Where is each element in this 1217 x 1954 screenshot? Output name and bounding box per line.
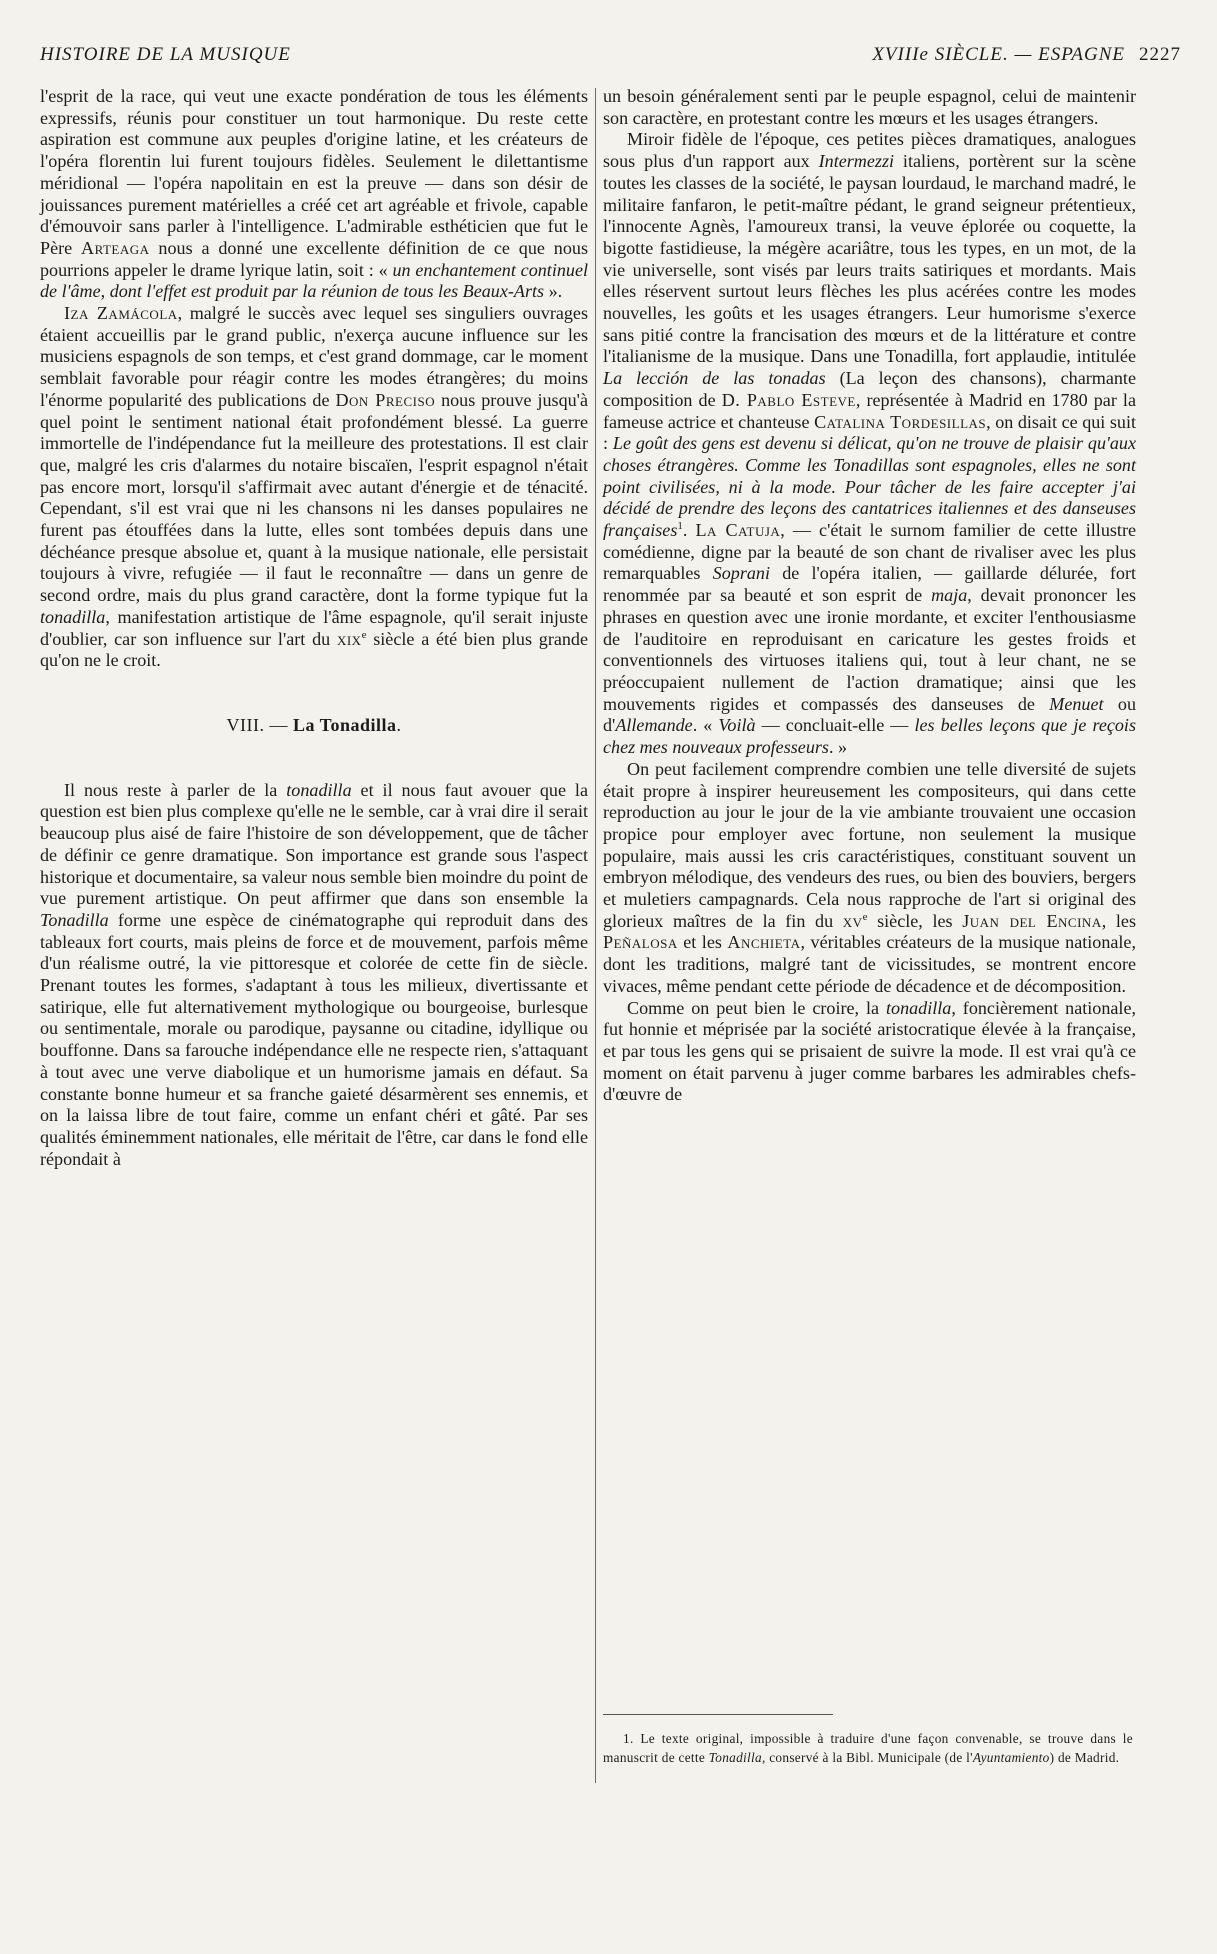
right-column bbox=[603, 86, 1136, 1106]
footnote: 1. Le texte original, impossible à traduire d'une façon convenable, se trouve dans le manuscrit de cette Tonadilla, conservé à la Bibl. Municipale (de l'Ayuntamiento) de Madrid. bbox=[603, 1731, 1133, 1765]
person-name: D. Pablo Esteve bbox=[721, 389, 856, 410]
running-header bbox=[40, 44, 1181, 74]
quotation: Le goût des gens est devenu si délicat, qu'on ne trouve de plaisir qu'aux choses étrangères. Comme les Tonadillas sont espagnoles, elles ne sont point civilisées, ni à la mode. Pour tâcher de les faire accepter j'ai décidé de prendre des leçons des cantatrices italiennes et des danseuses françaises bbox=[603, 433, 1136, 541]
paragraph: un besoin généralement senti par le peuple espagnol, celui de maintenir son caractère, en protestant contre les mœurs et les usages étrangers. bbox=[603, 86, 1136, 128]
person-name: Don Preciso bbox=[335, 389, 436, 410]
paragraph: Miroir fidèle de l'époque, ces petites pièces dramatiques, analogues sous plus d'un rapport aux Intermezzi italiens, portèrent sur la scène toutes les classes de la société, le paysan lourdaud, le marchand madré, le militaire fanfaron, le petit-maître pédant, le grand seigneur prétentieux, l'innocente Agnès, l'amoureux transi, la veuve éplorée ou coquette, la bigotte fastidieuse, la mégère acariâtre, tous les types, en un mot, de la vie universelle, sont visés par leurs traits satiriques et mordants. Mais elles réservent surtout leurs flèches les plus acérées contre les modes nouvelles, les goûts et les usages étrangers. Leur humorisme s'exerce sans pitié contre la francisation des mœurs et de la littérature et contre l'italianisme de la musique. Dans une Tonadilla, fort applaudie, intitulée La lección de las tonadas (La leçon des chansons), charmante composition de D. Pablo Esteve, représentée à Madrid en 1780 par la fameuse actrice et chanteuse Catalina Tordesillas, on disait ce qui suit : Le goût des gens est devenu si délicat, qu'on ne trouve de plaisir qu'aux choses étrangères. Comme les Tonadillas sont espagnoles, elles ne sont point civilisées, ni à la mode. Pour tâcher de les faire accepter j'ai décidé de prendre des leçons des cantatrices italiennes et des danseuses françaises$^1$. La Catuja, — c'était le surnom familier de cette illustre comédienne, digne par la beauté de son chant de rivaliser avec les plus remarquables Soprani de l'opéra italien, — gaillarde délurée, fort renommée par sa beauté et son esprit de maja, devait prononcer les phrases en question avec une ironie mordante, et exciter l'enthousiasme de l'auditoire en reproduisant en caricature les gestes froids et conventionnels des virtuoses italiens qui, tout à leur chant, ne se préoccupaient nullement de l'action dramatique; ainsi que les mouvements rigides et compassés des danseuses de Menuet ou d'Allemande. « Voilà — concluait-elle — les belles leçons que je reçois chez mes nouveaux professeurs. » bbox=[603, 129, 1137, 758]
quotation: un enchantement continuel de l'âme, dont l'effet est produit par la réunion de tous les Beaux-Arts bbox=[40, 259, 589, 302]
paragraph: On peut facilement comprendre combien une telle diversité de sujets était propre à inspirer heureusement les compositeurs, qui dans cette reproduction au jour le jour de la vie ambiante trouvaient une occasion propice pour employer avec fortune, non seulement la musique populaire, mais aussi les cris caractéristiques, constituant souvent un embryon mélodique, des vendeurs des rues, ou bien des bouviers, bergers et muletiers campagnards. Cela nous rapproche de l'art si original des glorieux maîtres de la fin du $xv^e$ siècle, les Juan del Encina, les Peñalosa et les Anchieta, véritables créateurs de la musique nationale, dont les traditions, malgré tant de vicissitudes, se montrent encore vivaces, même pendant cette période de décadence et de décomposition. bbox=[603, 758, 1136, 996]
person-name: Arteaga bbox=[81, 237, 150, 258]
person-name: Peñalosa bbox=[603, 932, 678, 953]
work-title: La lección de las tonadas bbox=[603, 368, 826, 389]
paragraph: l'esprit de la race, qui veut une exacte pondération de tous les éléments expressifs, réunis pour constituer un tout harmonique. Du reste cette aspiration est commune aux peuples d'origine latine, et les créateurs de l'opéra florentin lui furent toujours fidèles. Seulement le dilettantisme méridional — l'opéra napolitain en est la preuve — dans son désir de jouissances purement matérielles a créé cet art agréable et frivole, capable d'émouvoir sans parler à l'intelligence. L'admirable esthéticien que fut le Père Arteaga nous a donné une excellente définition de ce que nous pourrions appeler le drame lyrique latin, soit : « un enchantement continuel de l'âme, dont l'effet est produit par la réunion de tous les Beaux-Arts ». bbox=[40, 86, 589, 302]
header-chapter-title: XVIIIe SIÈCLE. — ESPAGNE bbox=[872, 44, 1125, 65]
person-name: Catalina Tordesillas bbox=[814, 411, 987, 432]
person-name: La Catuja bbox=[695, 520, 781, 541]
section-title: La Tonadilla bbox=[292, 714, 397, 735]
footnote-rule bbox=[603, 1714, 833, 1715]
person-name: Anchieta bbox=[727, 932, 801, 953]
paragraph: Iza Zamácola, malgré le succès avec lequel ses singuliers ouvrages étaient accueillis par le grand public, n'exerça aucune influence sur les musiciens espagnols de son temps, et c'est grand dommage, car le moment semblait favorable pour réagir contre les modes étrangères; du moins l'énorme popularité des publications de Don Preciso nous prouve jusqu'à quel point le sentiment national était profondément blessé. La guerre immortelle de l'indépendance fut la meilleure des protestations. Il est clair que, malgré les cris d'alarmes du notaire biscaïen, l'esprit espagnol n'était pas encore mort, lorsqu'il s'affirmait avec autant d'énergie et de ténacité. Cependant, s'il est vrai que ni les chansons ni les danses populaires ne furent pas étouffées dans la lutte, elles sont tombées depuis dans une déchéance presque absolue et, quant à la musique nationale, elle persistait toujours à vivre, refugiée — il faut le reconnaître — dans un genre de second ordre, mais du plus grand caractère, dont la forme typique fut la tonadilla, manifestation artistique de l'âme espagnole, qu'il serait injuste d'oublier, car son influence sur l'art du xix$^e$ siècle a été bien plus grande qu'on ne le croit. bbox=[40, 303, 588, 671]
person-name: Iza Zamácola bbox=[64, 303, 178, 324]
paragraph: Il nous reste à parler de la tonadilla et il nous faut avouer que la question est bien plus complexe qu'elle ne le semble, car à vrai dire il serait beaucoup plus aisé de faire l'histoire de son développement, que de tâcher de définir ce genre dramatique. Son importance est grande sous l'aspect historique et documentaire, sa valeur nous semble bien moindre du point de vue purement artistique. On peut affirmer que dans son ensemble la Tonadilla forme une espèce de cinématographe qui reproduit dans des tableaux fort courts, mais pleins de force et de mouvement, parfois même d'un réalisme outré, la vie pittoresque et colorée de cette fin de siècle. Prenant toutes les formes, s'adaptant à tous les milieux, divertissante et satirique, elle fut alternativement mythologique ou bourgeoise, burlesque ou sentimentale, morale ou parodique, paysanne ou citadine, idyllique ou bouffonne. Dans sa farouche indépendance elle ne respecte rien, s'attaquant à tout avec une verve diabolique et un humorisme jamais en défaut. Sa constante bonne humeur et sa franche gaieté désarmèrent ses ennemis, et on la laissa libre de tout faire, comme un enfant chéri et gâté. Par ses qualités éminemment nationales, elle méritait de l'être, car dans le fond elle répondait à bbox=[40, 779, 588, 1169]
header-book-title: HISTOIRE DE LA MUSIQUE bbox=[40, 44, 291, 65]
column-rule bbox=[595, 88, 596, 1783]
section-heading: VIII. — La Tonadilla. bbox=[226, 714, 402, 735]
page-number: 2227 bbox=[1139, 44, 1181, 65]
header-chapter bbox=[872, 44, 1181, 66]
footnote-marker: 1 bbox=[677, 520, 683, 533]
left-column bbox=[40, 86, 588, 1170]
paragraph: Comme on peut bien le croire, la tonadilla, foncièrement nationale, fut honnie et méprisée par la société aristocratique élevée à la française, et par tous les gens qui se prisaient de suivre la mode. Il est vrai qu'à ce moment on était parvenu à juger comme barbares les admirables chefs-d'œuvre de bbox=[603, 997, 1136, 1105]
person-name: Juan del Encina bbox=[962, 910, 1102, 931]
